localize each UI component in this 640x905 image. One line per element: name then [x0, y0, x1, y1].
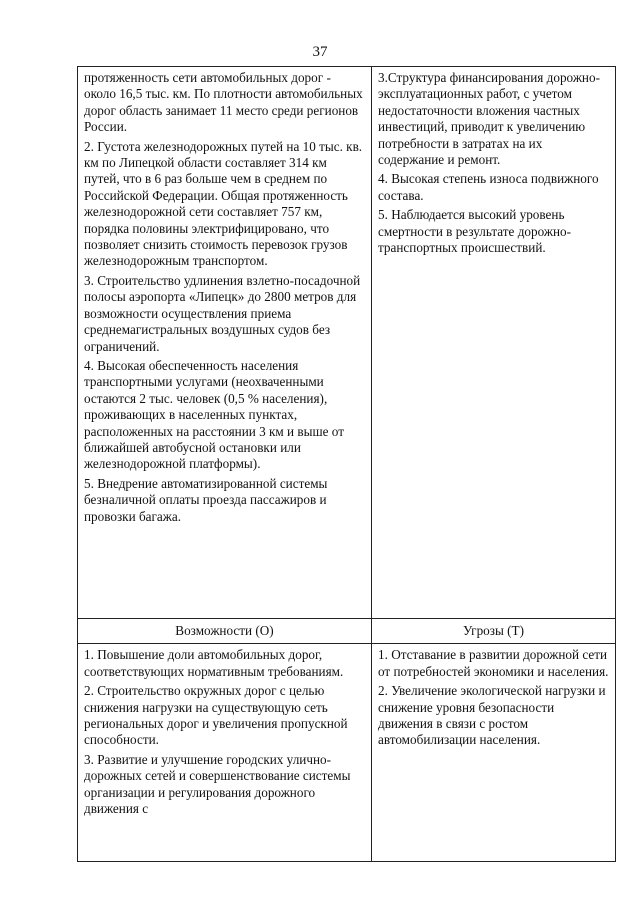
strengths-cell [78, 67, 372, 619]
strength-item: 5. Внедрение автоматизированной системы безналичной оплаты проезда пассажиров и провозки багажа. [84, 475, 328, 524]
threats-cell [372, 644, 616, 862]
weakness-item: 3.Структура финансирования дорожно-эксплуатационных работ, с учетом недостаточности вложения частных инвестиций, приводит к увеличению потребности в затратах на их содержание и ремонт. [378, 70, 600, 168]
strength-item: 4. Высокая обеспеченность населения транспортными услугами (неохваченными остаются 2 тыс. человек (0,5 % населения), проживающих в населенных пунктах, расположенных на расстоянии 3 км и выше от ближайшей автобусной остановки или железнодорожной платформы). [84, 357, 344, 472]
page-number: 37 [312, 44, 328, 60]
opportunities-header: Возможности (O) [78, 619, 372, 644]
strength-item: 2. Густота железнодорожных путей на 10 тыс. кв. км по Липецкой области составляет 314 км путей, что в 6 раз больше чем в среднем по Российской Федерации. Общая протяженность железнодорожной сети составляет 757 км, порядка половины электрифицировано, что позволяет снизить стоимость перевозок грузов железнодорожным транспортом. [84, 138, 363, 269]
threat-item: 2. Увеличение экологической нагрузки и снижение уровня безопасности движения в связи с ростом автомобилизации населения. [378, 683, 606, 748]
swot-table [77, 66, 616, 862]
strength-item: 3. Строительство удлинения взлетно-посадочной полосы аэропорта «Липецк» до 2800 метров для возможности осуществления приема среднемагистральных воздушных судов без ограничений. [84, 272, 361, 354]
opportunity-item: 1. Повышение доли автомобильных дорог, соответствующих нормативным требованиям. [84, 647, 344, 679]
opportunities-cell [78, 644, 372, 862]
strength-item: протяженность сети автомобильных дорог - около 16,5 тыс. км. По плотности автомобильных дорог область занимает 11 место среди регионов России. [84, 70, 363, 135]
threat-item: 1. Отставание в развитии дорожной сети от потребностей экономики и населения. [378, 647, 609, 679]
opportunity-item: 2. Строительство окружных дорог с целью снижения нагрузки на существующую сеть региональных дорог и увеличения пропускной способности. [84, 683, 348, 748]
weakness-item: 5. Наблюдается высокий уровень смертности в результате дорожно-транспортных происшествий. [378, 207, 572, 256]
header-row [78, 619, 616, 644]
weaknesses-cell [372, 67, 616, 619]
strengths-weaknesses-row [78, 67, 616, 619]
opportunity-item: 3. Развитие и улучшение городских улично-дорожных сетей и совершенствование системы организации и регулирования дорожного движения с [84, 751, 351, 817]
threats-header: Угрозы (T) [372, 619, 616, 644]
weakness-item: 4. Высокая степень износа подвижного состава. [378, 171, 599, 203]
opportunities-threats-row [78, 644, 616, 862]
